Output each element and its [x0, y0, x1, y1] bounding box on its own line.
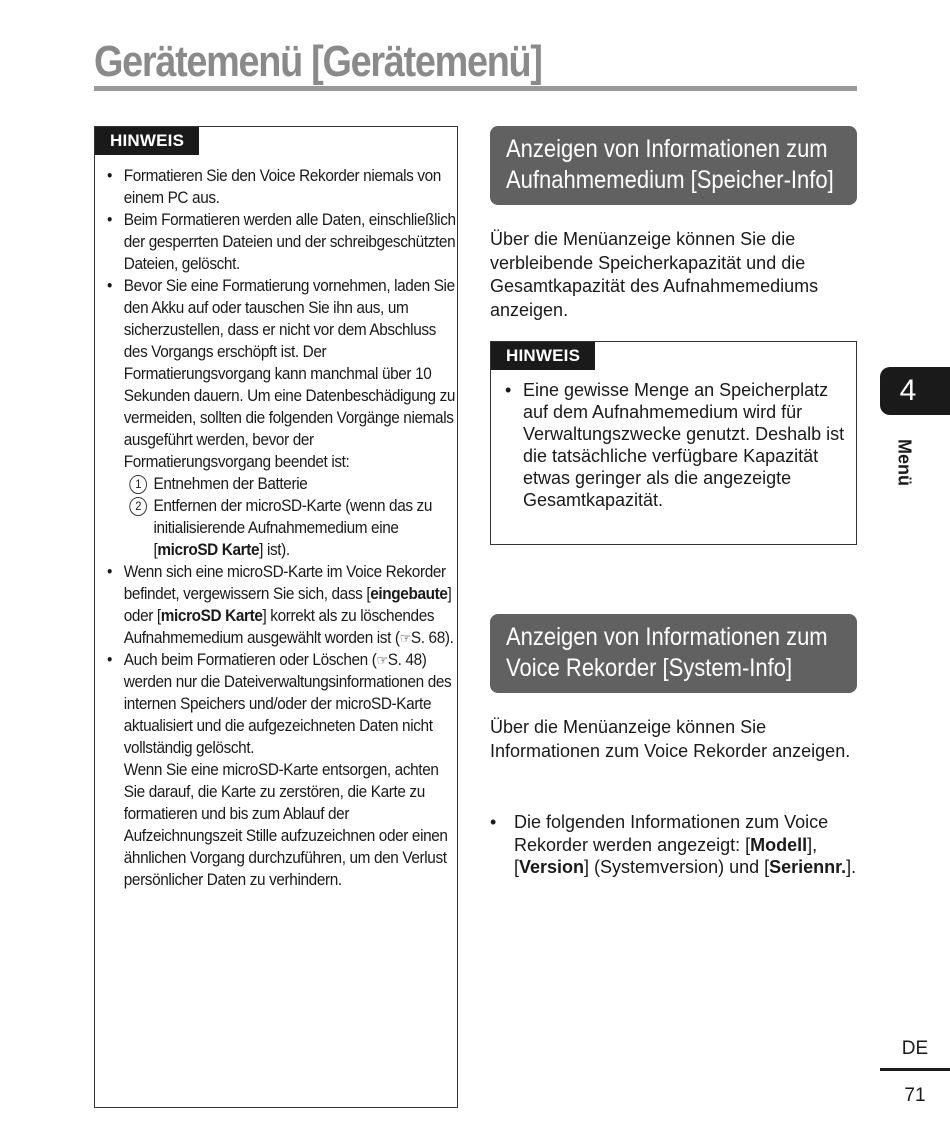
list-item-text: Die folgenden Informationen zum Voice Rekorder werden angezeigt: [	[514, 812, 829, 855]
note-list	[505, 379, 845, 511]
section-body-storage-info: Über die Menüanzeige können Sie die verbleibende Speicherkapazität und die Gesamtkapazität des Aufnahmemediums anzeigen.	[490, 229, 819, 320]
section-heading-storage-info	[490, 126, 857, 205]
list-item-text: ], [	[514, 834, 818, 877]
list-item-text: S. 48) werden nur die Dateiverwaltungsinformationen des internen Speichers und/oder der microSD-Karte aktualisiert und die aufgezeichneten Daten nicht vollständig gelöscht.	[123, 651, 452, 757]
sub-item	[124, 495, 459, 561]
sub-item-text: ] ist).	[259, 541, 290, 559]
sub-item-text: Entfernen der microSD-Karte (wenn das zu initialisierende Aufnahmemedium eine [	[153, 497, 433, 559]
list-item	[107, 165, 459, 209]
note-tag: HINWEIS	[95, 127, 199, 155]
list-item-text: Auch beim Formatieren oder Löschen (	[123, 651, 377, 669]
heading-line: Voice Rekorder [System-Info]	[506, 654, 793, 682]
note-box-right	[490, 341, 857, 545]
page-reference-icon: ☞	[376, 652, 388, 668]
page-number: 71	[904, 1085, 926, 1106]
bold-term: eingebaute	[370, 585, 448, 603]
list-item-text: Bevor Sie eine Formatierung vornehmen, laden Sie den Akku auf oder tauschen Sie ihn aus, um sicherzustellen, dass er nicht vor dem Abschluss des Vorgangs erschöpft ist. Der Formatierungsvorgang kann manchmal über 10 Sekunden dauern. Um eine Datenbeschädigung zu vermeiden, sollten die folgenden Vorgänge niemals ausgeführt werden, bevor der Formatierungsvorgang beendet ist:	[123, 277, 456, 471]
list-item	[505, 379, 845, 511]
bold-term: Seriennr.	[769, 857, 847, 877]
list-item	[490, 811, 859, 879]
sub-item-text: Entnehmen der Batterie	[153, 475, 308, 493]
bold-term: Version	[519, 857, 585, 877]
list-item-text: Eine gewisse Menge an Speicherplatz auf dem Aufnahmemedium wird für Verwaltungszwecke genutzt. Deshalb ist die tatsächliche verfügbare Kapazität etwas geringer als die angezeigte Gesamtkapazität.	[523, 380, 845, 510]
page-reference: S. 68).	[410, 629, 454, 647]
note-list	[107, 165, 456, 891]
bold-term: Modell	[750, 834, 808, 855]
list-item-text: Wenn sich eine microSD-Karte im Voice Rekorder befindet, vergewissern Sie sich, dass [	[123, 563, 446, 603]
heading-line: Aufnahmemedium [Speicher-Info]	[506, 166, 834, 194]
chapter-label-text: Menü	[894, 439, 915, 486]
chapter-tab: 4	[880, 367, 950, 415]
bold-term: microSD Karte	[160, 607, 263, 625]
list-item-text: Formatieren Sie den Voice Rekorder niemals von einem PC aus.	[123, 167, 441, 207]
list-item	[107, 561, 459, 649]
page-title: Gerätemenü [Gerätemenü]	[94, 37, 542, 86]
list-item-text: ] korrekt als zu löschendes Aufnahmemedium ausgewählt worden ist (	[123, 607, 435, 647]
chapter-label	[888, 434, 918, 494]
circled-number: 1	[129, 475, 147, 494]
heading-line: Anzeigen von Informationen zum	[506, 623, 828, 651]
list-item-text: Beim Formatieren werden alle Daten, einschließlich der gesperrten Dateien und der schreibgeschützten Dateien, gelöscht.	[123, 211, 456, 273]
title-underline	[94, 86, 857, 91]
circled-number: 2	[129, 497, 147, 516]
list-item	[107, 209, 459, 275]
note-tag: HINWEIS	[491, 342, 595, 370]
list-item-text: Wenn Sie eine microSD-Karte entsorgen, achten Sie darauf, die Karte zu zerstören, die Karte zu formatieren und bis zum Ablauf der Aufzeichnungszeit Stille aufzuzeichnen oder einen ähnlichen Vorgang durchzuführen, um den Verlust persönlicher Daten zu verhindern.	[123, 761, 448, 889]
note-box-left	[94, 126, 458, 1108]
list-item-text: ] (Systemversion) und [	[584, 857, 770, 877]
page-reference-icon: ☞	[399, 630, 411, 646]
bold-term: microSD Karte	[157, 541, 260, 559]
footer-divider	[880, 1068, 950, 1071]
list-item-text: ].	[846, 857, 857, 877]
list-item	[107, 649, 459, 891]
list-item-text: ] oder [	[123, 585, 452, 625]
language-code: DE	[901, 1038, 929, 1059]
heading-line: Anzeigen von Informationen zum	[506, 135, 828, 163]
section-heading-system-info	[490, 614, 857, 693]
list-item	[107, 275, 459, 561]
section-body-system-info: Über die Menüanzeige können Sie Informationen zum Voice Rekorder anzeigen.	[490, 717, 851, 761]
sub-item	[124, 473, 459, 495]
